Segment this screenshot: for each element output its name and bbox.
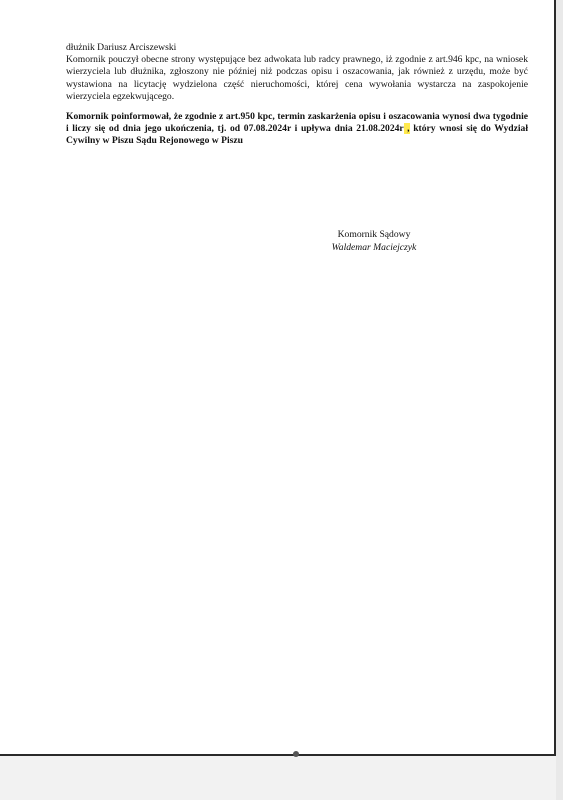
paragraph-1 [66,42,528,103]
debtor-line: dłużnik Dariusz Arciszewski [66,42,177,53]
instruction-text: Komornik pouczył obecne strony występujące bez adwokata lub radcy prawnego, iż zgodnie z art.946 kpc, na wniosek wierzyciela lub dłużnika, zgłoszony nie później niż podczas opisu i oszacowania, jak również z urzędu, może być wystawiona na licytację wydzielona część nieruchomości, której cena wywołania wystarcza na zaspokojenie wierzyciela egzekwującego. [66,54,528,102]
signature-block [318,229,430,254]
paragraph-2 [66,111,528,148]
highlighted-comma: , [403,123,410,135]
signature-name: Waldemar Maciejczyk [331,241,417,253]
viewer-right-edge [556,0,563,800]
scroll-grip-handle[interactable] [293,751,299,757]
document-body [66,42,528,148]
deadline-text: Komornik poinformował, że zgodnie z art.950 kpc, termin zaskarżenia opisu i oszacowania wynosi dwa tygodnie i liczy się od dnia jego ukończenia, tj. od 07.08.2024r i upływa dnia 21.08.2024r [66,111,528,135]
court-text: który wnosi się do Wydział Cywilny w Piszu Sądu Rejonowego w Piszu [66,123,528,147]
signature-title: Komornik Sądowy [337,229,411,240]
